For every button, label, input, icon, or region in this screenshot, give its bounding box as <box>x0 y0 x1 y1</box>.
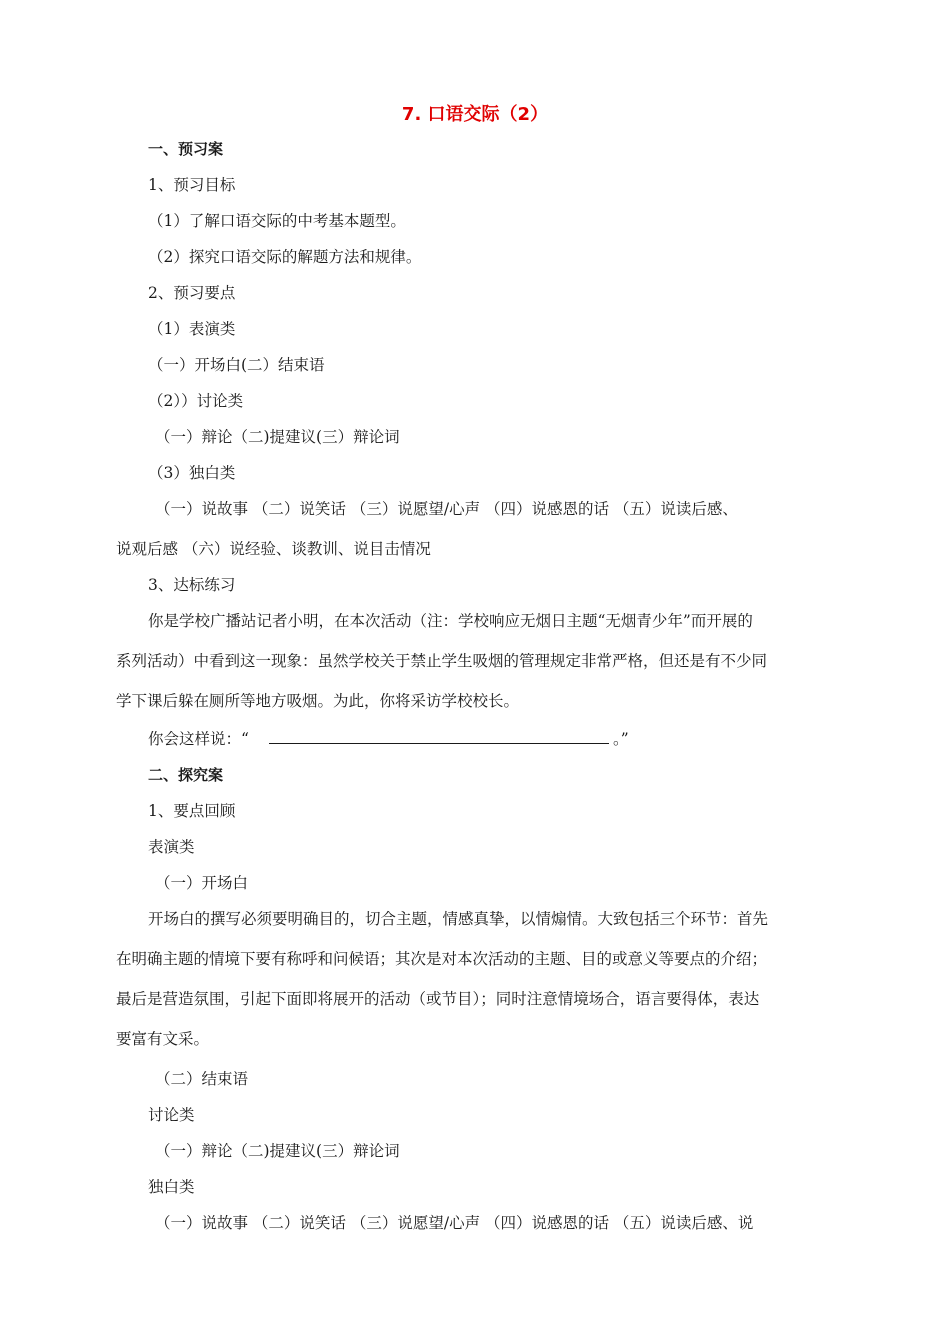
category-items: （一）开场白(二）结束语 <box>148 356 325 374</box>
category-items: （一）辩论（二)提建议(三）辩论词 <box>155 1142 400 1160</box>
category-items: （一）辩论（二)提建议(三）辩论词 <box>155 428 400 446</box>
goal-item: （2）探究口语交际的解题方法和规律。 <box>148 248 422 266</box>
category-items: （一）说故事 （二）说笑话 （三）说愿望/心声 （四）说感恩的话 （五）说读后感、 <box>155 500 738 518</box>
category-discuss: 讨论类 <box>148 1106 195 1124</box>
points-title: 2、预习要点 <box>148 284 236 302</box>
opening-paragraph: 开场白的撰写必须要明确目的，切合主题，情感真挚，以情煽情。大致包括三个环节：首先 <box>148 910 769 928</box>
sub-opening: （一）开场白 <box>155 874 249 892</box>
category-mono: （3）独白类 <box>148 464 236 482</box>
goal-item: （1）了解口语交际的中考基本题型。 <box>148 212 406 230</box>
opening-paragraph: 要富有文采。 <box>116 1030 210 1048</box>
practice-paragraph: 系列活动）中看到这一现象：虽然学校关于禁止学生吸烟的管理规定非常严格，但还是有不少同 <box>116 652 768 670</box>
page-title: 7. 口语交际（2） <box>401 104 549 125</box>
answer-line <box>148 728 629 750</box>
practice-title: 3、达标练习 <box>148 576 236 594</box>
opening-paragraph: 在明确主题的情境下要有称呼和问候语；其次是对本次活动的主题、目的或意义等要点的介绍； <box>116 950 768 968</box>
category-discuss: （2））讨论类 <box>148 392 244 410</box>
review-title: 1、要点回顾 <box>148 802 236 820</box>
section-heading-explore: 二、探究案 <box>148 766 224 784</box>
answer-blank[interactable] <box>269 729 609 744</box>
practice-paragraph: 学下课后躲在厕所等地方吸烟。为此，你将采访学校校长。 <box>116 692 520 710</box>
answer-prefix: 你会这样说：“ <box>148 730 249 748</box>
sub-closing: （二）结束语 <box>155 1070 249 1088</box>
category-mono: 独白类 <box>148 1178 195 1196</box>
category-perform: 表演类 <box>148 838 195 856</box>
section-heading-preview: 一、预习案 <box>148 140 224 158</box>
answer-suffix: 。” <box>612 730 629 748</box>
opening-paragraph: 最后是营造氛围，引起下面即将展开的活动（或节目）；同时注意情境场合，语言要得体，表达 <box>116 990 760 1008</box>
practice-paragraph: 你是学校广播站记者小明，在本次活动（注：学校响应无烟日主题“无烟青少年”而开展的 <box>148 612 753 630</box>
category-items-continued: 说观后感 （六）说经验、谈教训、说目击情况 <box>116 540 431 558</box>
category-items: （一）说故事 （二）说笑话 （三）说愿望/心声 （四）说感恩的话 （五）说读后感、说 <box>155 1214 754 1232</box>
category-perform: （1）表演类 <box>148 320 236 338</box>
goal-title: 1、预习目标 <box>148 176 236 194</box>
